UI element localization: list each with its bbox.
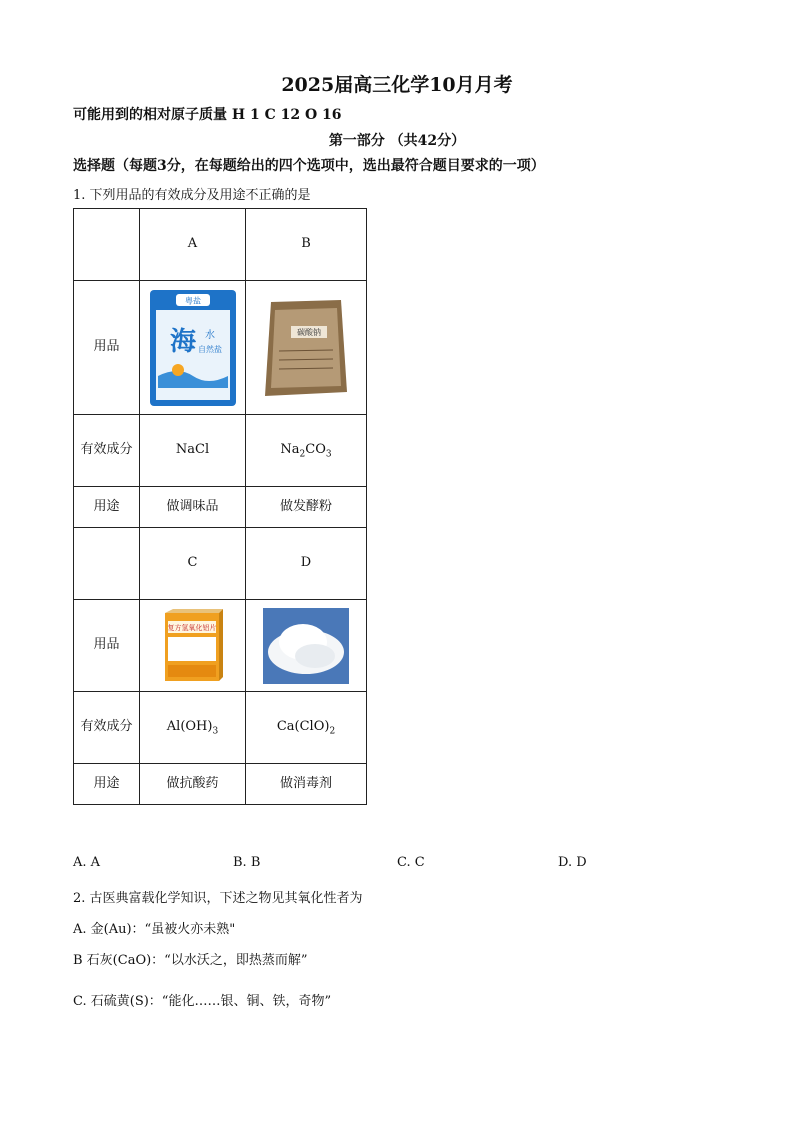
antacid-box-text: 复方氢氧化铝片 bbox=[167, 623, 216, 632]
component-c: $Al(OH)_3$ bbox=[140, 692, 246, 764]
product-c-cell bbox=[140, 600, 246, 692]
atomic-mass-line: 可能用到的相对原子质量 H 1 C 12 O 16 bbox=[73, 107, 342, 123]
q1-option-c[interactable]: C. C bbox=[397, 855, 425, 870]
antacid-box-image bbox=[161, 607, 225, 685]
use-a: 做调味品 bbox=[140, 487, 246, 528]
question-1-table bbox=[73, 208, 367, 805]
product-d-cell bbox=[246, 600, 367, 692]
section-heading: 选择题（每题3分，在每题给出的四个选项中，选出最符合题目要求的一项） bbox=[73, 158, 545, 174]
q2-option-a[interactable]: A. 金(Au)：“虽被火亦未熟" bbox=[73, 922, 236, 937]
q2-option-b[interactable]: B 石灰(CaO)：“以水沃之，即热蒸而解” bbox=[73, 953, 308, 968]
product-a-cell bbox=[140, 281, 246, 415]
col-letter-c: C bbox=[140, 528, 246, 600]
sodium-carbonate-sack-image bbox=[261, 296, 351, 400]
question-2-stem: 2. 古医典富载化学知识，下述之物见其氧化性者为 bbox=[73, 891, 363, 906]
row-label-product-2: 用品 bbox=[74, 600, 140, 692]
salt-brand-text: 粤盐 bbox=[184, 296, 201, 305]
col-letter-d: D bbox=[246, 528, 367, 600]
component-a: NaCl bbox=[140, 415, 246, 487]
component-b: $Na_2CO_3$ bbox=[246, 415, 367, 487]
row-label-product: 用品 bbox=[74, 281, 140, 415]
question-1-stem: 1. 下列用品的有效成分及用途不正确的是 bbox=[73, 188, 311, 203]
use-d: 做消毒剂 bbox=[246, 764, 367, 805]
q1-option-d[interactable]: D. D bbox=[558, 855, 587, 870]
svg-text:水: 水 bbox=[204, 329, 215, 341]
svg-text:自然盐: 自然盐 bbox=[197, 344, 222, 354]
page-title: 2025届高三化学10月月考 bbox=[281, 74, 513, 96]
q1-option-b[interactable]: B. B bbox=[233, 855, 261, 870]
row-label-component-2: 有效成分 bbox=[74, 692, 140, 764]
use-b: 做发酵粉 bbox=[246, 487, 367, 528]
q2-option-c[interactable]: C. 石硫黄(S)：“能化……银、铜、铁，奇物” bbox=[73, 994, 332, 1009]
row-label-use: 用途 bbox=[74, 487, 140, 528]
col-letter-b: B bbox=[246, 209, 367, 281]
use-c: 做抗酸药 bbox=[140, 764, 246, 805]
header-blank-cell-2 bbox=[74, 528, 140, 600]
part-heading: 第一部分 （共42分） bbox=[328, 133, 466, 149]
sack-label-text: 碳酸钠 bbox=[297, 327, 321, 337]
q1-option-a[interactable]: A. A bbox=[73, 855, 101, 870]
product-b-cell bbox=[246, 281, 367, 415]
svg-text:海: 海 bbox=[169, 326, 196, 357]
component-d: $Ca(ClO)_2$ bbox=[246, 692, 367, 764]
row-label-use-2: 用途 bbox=[74, 764, 140, 805]
header-blank-cell bbox=[74, 209, 140, 281]
sea-salt-package-image bbox=[148, 288, 238, 408]
col-letter-a: A bbox=[140, 209, 246, 281]
bleaching-powder-image bbox=[263, 608, 349, 684]
row-label-component: 有效成分 bbox=[74, 415, 140, 487]
